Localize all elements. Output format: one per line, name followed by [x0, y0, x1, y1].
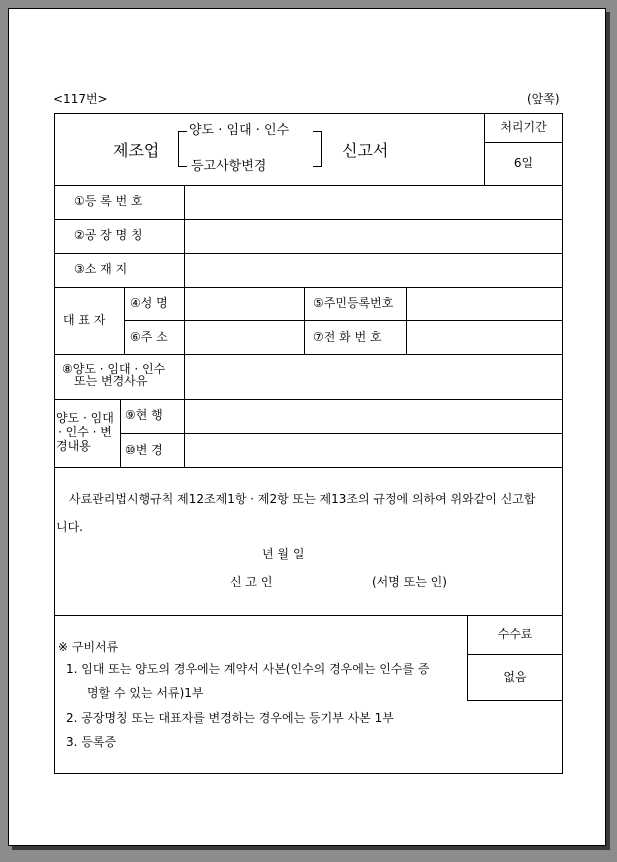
label-location: ③소 재 지 — [74, 262, 128, 276]
table-border-right — [562, 113, 563, 774]
page-shadow-right — [606, 12, 610, 850]
rep-mid-line — [124, 320, 563, 321]
declaration-text-2: 니다. — [56, 520, 83, 534]
signature-label: (서명 또는 인) — [372, 575, 447, 589]
label-change-group-3: 경내용 — [56, 439, 91, 453]
label-divider-top — [184, 185, 185, 287]
label-reason-line2: 또는 변경사유 — [74, 374, 148, 388]
current-field[interactable] — [186, 401, 561, 432]
label-change-group-2: · 인수 · 변 — [58, 425, 112, 439]
name-field[interactable] — [186, 289, 303, 319]
title-bottom-line — [54, 185, 563, 186]
row-line-1 — [54, 219, 563, 220]
declaration-date: 년 월 일 — [262, 547, 305, 561]
label-factory-name: ②공 장 명 칭 — [74, 228, 143, 242]
label-current: ⑨현 행 — [125, 408, 163, 422]
fee-value: 없음 — [503, 670, 527, 684]
documents-heading: ※ 구비서류 — [58, 640, 119, 654]
registration-number-field[interactable] — [186, 187, 561, 218]
reason-field[interactable] — [186, 356, 561, 398]
bracket-right — [313, 131, 322, 167]
row-line-4 — [54, 354, 563, 355]
document-item-1-line2: 명할 수 있는 서류)1부 — [87, 686, 204, 700]
processing-divider — [484, 142, 563, 143]
phone-field[interactable] — [408, 322, 561, 353]
fee-divider-mid — [467, 654, 563, 655]
label-phone: ⑦전 화 번 호 — [313, 330, 382, 344]
resident-number-field[interactable] — [408, 289, 561, 319]
side-label: (앞쪽) — [527, 92, 560, 106]
title-prefix: 제조업 — [113, 141, 160, 160]
row-line-5 — [54, 399, 563, 400]
processing-label: 처리기간 — [500, 120, 547, 134]
label-representative: 대 표 자 — [63, 313, 106, 327]
row-line-3 — [54, 287, 563, 288]
address-field[interactable] — [186, 322, 303, 353]
document-item-1-line1: 1. 임대 또는 양도의 경우에는 계약서 사본(인수의 경우에는 인수를 증 — [66, 662, 430, 676]
title-option-2: 등고사항변경 — [191, 159, 267, 174]
processing-value: 6일 — [513, 156, 534, 170]
fee-label: 수수료 — [497, 627, 533, 641]
title-option-1: 양도 · 임대 · 인수 — [189, 123, 290, 138]
table-border-bottom — [54, 773, 563, 774]
row-line-6 — [54, 467, 563, 468]
table-border-left — [54, 113, 55, 774]
title-suffix: 신고서 — [342, 141, 389, 160]
label-resident-number: ⑤주민등록번호 — [313, 296, 394, 310]
document-item-3: 3. 등록증 — [66, 735, 117, 749]
fee-divider-bottom — [467, 700, 563, 701]
label-change-group-1: 양도 · 임대 — [56, 411, 114, 425]
label-reason-line1: ⑧양도 · 임대 · 인수 — [62, 362, 166, 376]
label-registration-number: ①등 록 번 호 — [74, 194, 143, 208]
row-line-7 — [54, 615, 563, 616]
document-item-2: 2. 공장명칭 또는 대표자를 변경하는 경우에는 등기부 사본 1부 — [66, 711, 394, 725]
label-changed: ⑩변 경 — [125, 443, 163, 457]
location-field[interactable] — [186, 255, 561, 286]
bracket-left — [178, 131, 187, 167]
changed-field[interactable] — [186, 435, 561, 466]
label-name: ④성 명 — [130, 296, 168, 310]
declaration-text-1: 사료관리법시행규칙 제12조제1항 · 제2항 또는 제13조의 규정에 의하여 위와같이 신고합 — [69, 492, 536, 506]
change-mid-line — [120, 433, 563, 434]
factory-name-field[interactable] — [186, 221, 561, 252]
declarant-label: 신 고 인 — [230, 575, 273, 589]
form-number: <117번> — [53, 92, 108, 106]
page-shadow-bottom — [12, 846, 610, 850]
row-line-2 — [54, 253, 563, 254]
label-address: ⑥주 소 — [130, 330, 168, 344]
table-border-top — [54, 113, 563, 114]
reason-divider — [184, 354, 185, 399]
